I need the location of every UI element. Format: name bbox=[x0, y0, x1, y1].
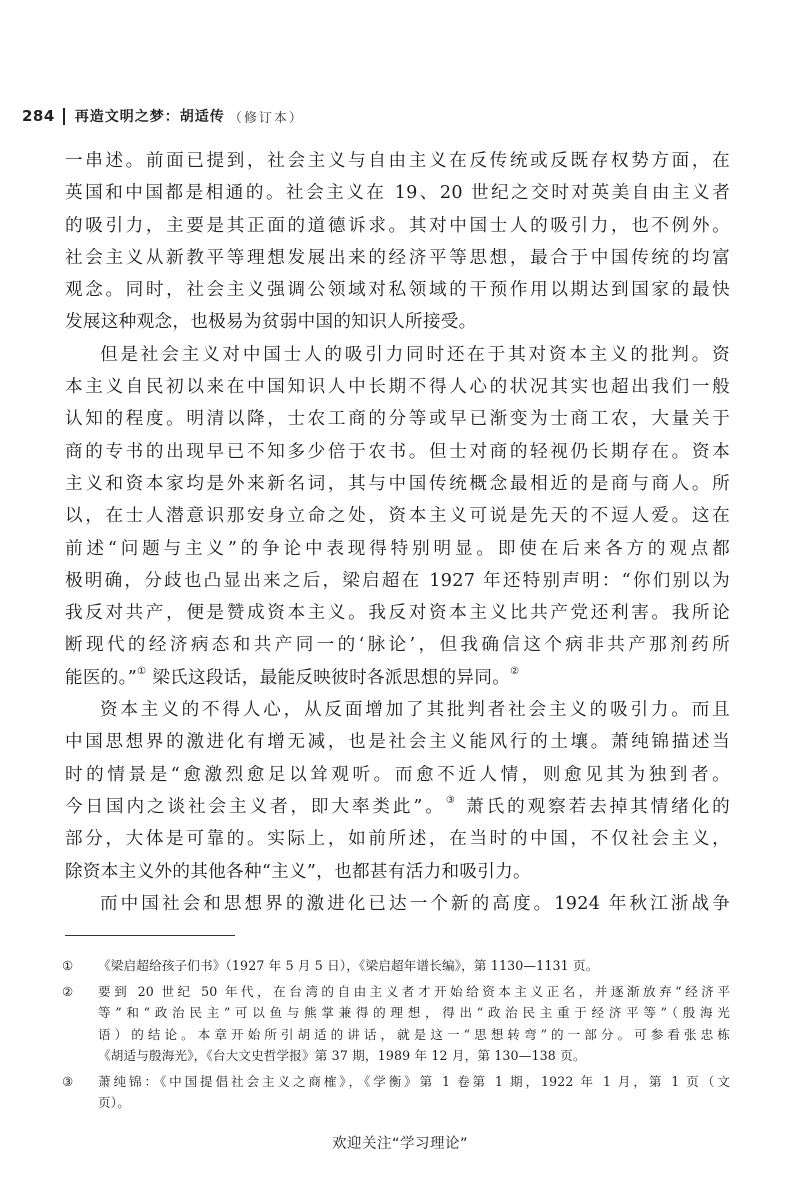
text-line: 而中国社会和思想界的激进化已达一个新的高度。1924 年秋江浙战争 bbox=[100, 893, 730, 914]
text-line: 部分，大体是可靠的。实际上，如前所述，在当时的中国，不仅社会主义， bbox=[65, 829, 730, 850]
footnote-text bbox=[98, 981, 730, 1067]
footnote-divider bbox=[65, 935, 235, 936]
running-header bbox=[22, 103, 722, 129]
paragraph-1 bbox=[65, 145, 730, 339]
text-line: 商的专书的出现早已不知多少倍于农书。但士对商的轻视仍长期存在。资本 bbox=[65, 441, 730, 462]
text-line: 除资本主义外的其他各种“主义”，也都甚有活力和吸引力。 bbox=[65, 861, 531, 882]
footnote-text bbox=[98, 1071, 730, 1114]
text-line: 前述“问题与主义”的争论中表现得特别明显。即使在后来各方的观点都 bbox=[65, 538, 730, 559]
text-line: 萧纯锦：《中国提倡社会主义之商榷》，《学衡》第 1 卷第 1 期，1922 年 1 月，第 1 页（文 bbox=[98, 1073, 730, 1089]
text-line: 等”和“政治民主”可以鱼与熊掌兼得的理想，得出“政治民主重于经济平等”（殷海光 bbox=[98, 1005, 730, 1020]
text-line: 资本主义的不得人心，从反面增加了其批判者社会主义的吸引力。而且 bbox=[100, 700, 730, 721]
text-line: 中国思想界的激进化有增无减，也是社会主义能风行的土壤。萧纯锦描述当 bbox=[65, 732, 730, 753]
text-line: 的吸引力，主要是其正面的道德诉求。其对中国士人的吸引力，也不例外。 bbox=[65, 215, 730, 236]
text-line: 以，在士人潜意识那安身立命之处，资本主义可说是先天的不逗人爱。这在 bbox=[65, 506, 730, 527]
text-line: 我反对共产，便是赞成资本主义。我反对资本主义比共产党还利害。我所论 bbox=[65, 603, 730, 624]
footnote-marker: ① bbox=[62, 958, 74, 973]
footnote-3 bbox=[62, 1071, 730, 1114]
footnote-text bbox=[98, 955, 730, 977]
text-fragment: 萧氏的观察若去掉其情绪化的 bbox=[457, 796, 731, 817]
text-line: 极明确，分歧也凸显出来之后，梁启超在 1927 年还特别声明：“你们别以为 bbox=[65, 570, 730, 591]
text-line: 页）。 bbox=[98, 1095, 130, 1110]
text-line: 《胡适与殷海光》，《台大文史哲学报》第 37 期，1989 年 12 月，第 130—138 页。 bbox=[98, 1048, 586, 1063]
text-line: 一串述。前面已提到，社会主义与自由主义在反传统或反既存权势方面，在 bbox=[65, 151, 730, 171]
text-line: 主义和资本家均是外来新名词，其与中国传统概念最相近的是商与商人。所 bbox=[65, 473, 730, 494]
text-line: 社会主义从新教平等理想发展出来的经济平等思想，最合于中国传统的均富 bbox=[65, 247, 730, 268]
text-line: 但是社会主义对中国士人的吸引力同时还在于其对资本主义的批判。资 bbox=[100, 344, 730, 365]
text-line: 时的情景是“愈激烈愈足以耸观听。而愈不近人情，则愈见其为独到者。 bbox=[65, 764, 730, 785]
text-fragment: 梁氏这段话，最能反映彼时各派思想的异同。 bbox=[146, 667, 511, 688]
text-line: 语）的结论。本章开始所引胡适的讲话，就是这一“思想转弯”的一部分。可参看张忠栋 bbox=[98, 1026, 730, 1042]
text-line bbox=[65, 791, 730, 823]
footnote-1 bbox=[62, 955, 730, 977]
footnote-marker: ② bbox=[62, 983, 74, 999]
book-title: 再造文明之梦：胡适传 bbox=[74, 109, 225, 125]
page-footer: 欢迎关注“学习理论” bbox=[331, 1136, 469, 1152]
text-line: 英国和中国都是相通的。社会主义在 19、20 世纪之交时对英美自由主义者 bbox=[65, 183, 730, 204]
paragraph-4 bbox=[65, 888, 730, 920]
page-number: 284 bbox=[22, 107, 55, 125]
footnote-ref-2[interactable]: ② bbox=[510, 665, 520, 677]
text-line: 发展这种观念，也极易为贫弱中国的知识人所接受。 bbox=[65, 312, 477, 333]
text-line bbox=[65, 662, 730, 694]
body-text bbox=[65, 145, 730, 920]
text-line: 《梁启超给孩子们书》（1927 年 5 月 5 日），《梁启超年谱长编》，第 1130—1131 页。 bbox=[98, 958, 599, 973]
header-divider bbox=[63, 108, 65, 125]
footnote-2 bbox=[62, 981, 730, 1067]
footnote-ref-3[interactable]: ③ bbox=[445, 794, 458, 806]
book-subtitle: （修订本） bbox=[228, 110, 304, 126]
text-fragment: 能医的。” bbox=[65, 667, 138, 688]
text-line: 要到 20 世纪 50 年代，在台湾的自由主义者才开始给资本主义正名，并逐渐放弃“经济平 bbox=[98, 983, 730, 999]
text-line: 观念。同时，社会主义强调公领域对私领域的干预作用以期达到国家的最快 bbox=[65, 280, 730, 301]
text-fragment: 今日国内之谈社会主义者，即大率类此”。 bbox=[65, 796, 446, 817]
footnotes bbox=[62, 955, 730, 1118]
paragraph-2 bbox=[65, 339, 730, 694]
paragraph-3 bbox=[65, 694, 730, 888]
footnote-ref-1[interactable]: ① bbox=[137, 665, 147, 677]
footnote-marker: ③ bbox=[62, 1073, 74, 1089]
text-line: 断现代的经济病态和共产同一的‘脉论’，但我确信这个病非共产那剂药所 bbox=[65, 635, 730, 656]
text-line: 本主义自民初以来在中国知识人中长期不得人心的状况其实也超出我们一般 bbox=[65, 377, 730, 398]
text-line: 认知的程度。明清以降，士农工商的分等或早已渐变为士商工农，大量关于 bbox=[65, 409, 730, 430]
